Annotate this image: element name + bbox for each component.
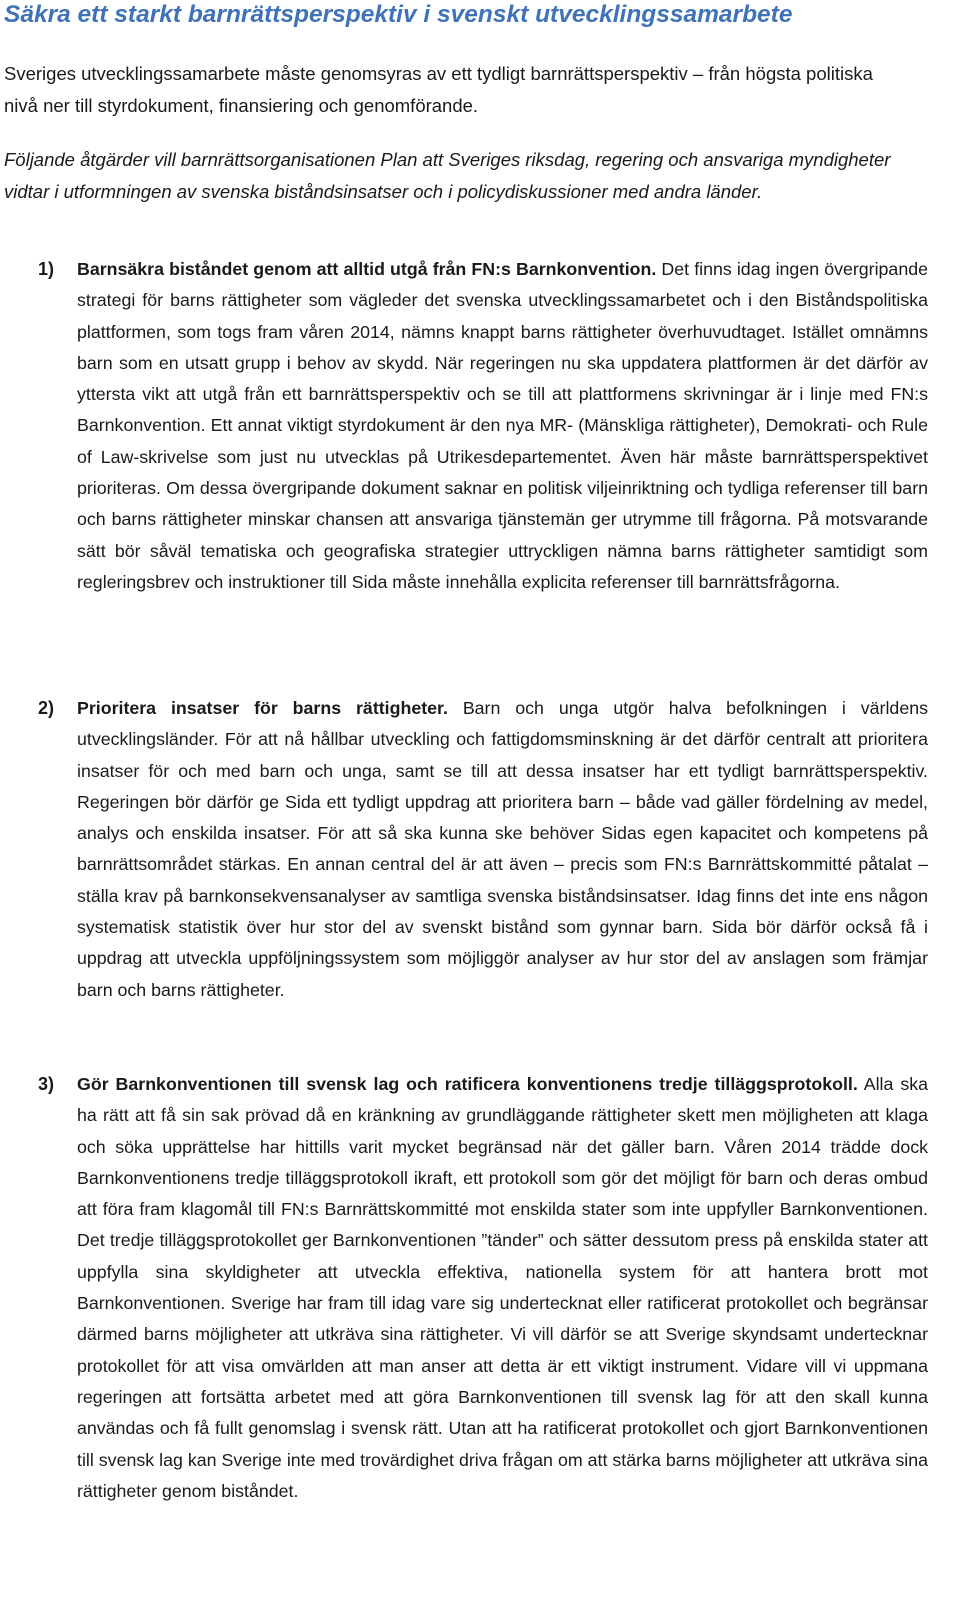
list-item-body (77, 1069, 928, 1507)
list-item-text: Det finns idag ingen övergripande strategi för barns rättigheter som vägleder det svenska utvecklingssamarbetet och i den Biståndspolitiska plattformen, som togs fram våren 2014, nämns knappt barns rättigheter överhuvudtaget. Istället omnämns barn som en utsatt grupp i behov av skydd. När regeringen nu ska uppdatera plattformen är det därför av yttersta vikt att utgå från ett barnrättsperspektiv och se till att plattformens skrivningar är i linje med FN:s Barnkonvention. Ett annat viktigt styrdokument är den nya MR- (Mänskliga rättigheter), Demokrati- och Rule of Law-skrivelse som just nu utvecklas på Utrikesdepartementet. Även här måste barnrättsperspektivet prioriteras. Om dessa övergripande dokument saknar en politisk viljeinriktning och tydliga referenser till barn och barns rättigheter minskar chansen att ansvariga tjänstemän ger utrymme till frågorna. På motsvarande sätt bör såväl tematiska och geografiska strategier uttryckligen nämna barns rättigheter samtidigt som regleringsbrev och instruktioner till Sida måste innehålla explicita referenser till barnrättsfrågorna. (77, 259, 928, 592)
document-title: Säkra ett starkt barnrättsperspektiv i svenskt utvecklingssamarbete (4, 1, 793, 28)
list-item-number: 1) (38, 259, 55, 279)
list-item-heading: Prioritera insatser för barns rättigheter. (77, 698, 448, 718)
list-item-heading: Barnsäkra biståndet genom att alltid utgå från FN:s Barnkonvention. (77, 259, 657, 279)
list-item-number: 2) (38, 698, 55, 718)
list-item-heading: Gör Barnkonventionen till svensk lag och ratificera konventionens tredje tilläggsprotokoll. (77, 1074, 858, 1094)
intro-italic-paragraph: Följande åtgärder vill barnrättsorganisationen Plan att Sveriges riksdag, regering och ansvariga myndigheter vidtar i utformningen av svenska biståndsinsatser och i policydiskussioner med andra länder. (4, 149, 891, 202)
intro-paragraph: Sveriges utvecklingssamarbete måste genomsyras av ett tydligt barnrättsperspektiv – från högsta politiska nivå ner till styrdokument, finansiering och genomförande. (4, 63, 873, 116)
list-item-body (77, 693, 928, 1006)
list-item-number: 3) (38, 1074, 55, 1094)
list-item-text: Alla ska ha rätt att få sin sak prövad då en kränkning av grundläggande rättigheter skett men möjligheten att klaga och söka upprättelse har hittills varit mycket begränsad när det gäller barn. Våren 2014 trädde dock Barnkonventionens tredje tilläggsprotokoll ikraft, ett protokoll som gör det möjligt för barn och deras ombud att föra fram klagomål till FN:s Barnrättskommitté mot enskilda stater som inte uppfyller Barnkonventionen. Det tredje tilläggsprotokollet ger Barnkonventionen ”tänder” och sätter dessutom press på enskilda stater att uppfylla sina skyldigheter att utveckla effektiva, nationella system för att hantera brott mot Barnkonventionen. Sverige har fram till idag vare sig undertecknat eller ratificerat protokollet och begränsar därmed barns möjligheter att utkräva sina rättigheter. Vi vill därför se att Sverige skyndsamt undertecknar protokollet för att visa omvärlden att man anser att detta är ett viktigt instrument. Vidare vill vi uppmana regeringen att fortsätta arbetet med att göra Barnkonventionen till svensk lag för att den skall kunna användas och få fullt genomslag i svensk rätt. Utan att ha ratificerat protokollet och gjort Barnkonventionen till svensk lag kan Sverige inte med trovärdighet driva frågan om att stärka barns möjligheter att utkräva sina rättigheter genom biståndet. (77, 1074, 928, 1501)
list-item-body (77, 254, 928, 598)
list-item-text: Barn och unga utgör halva befolkningen i världens utvecklingsländer. För att nå hållbar utveckling och fattigdomsminskning är det därför centralt att prioritera insatser för och med barn och unga, samt se till att dessa insatser har ett tydligt barnrättsperspektiv. Regeringen bör därför ge Sida ett tydligt uppdrag att prioritera barn – både vad gäller fördelning av medel, analys och enskilda insatser. För att så ska kunna ske behöver Sidas egen kapacitet och kompetens på barnrättsområdet stärkas. En annan central del är att även – precis som FN:s Barnrättskommitté påtalat – ställa krav på barnkonsekvensanalyser av samtliga svenska biståndsinsatser. Idag finns det inte ens någon systematisk statistik över hur stor del av svenskt bistånd som gynnar barn. Sida bör därför också få i uppdrag att utveckla uppföljningssystem som möjliggör analyser av hur stor del av anslagen som främjar barn och barns rättigheter. (77, 698, 928, 1000)
